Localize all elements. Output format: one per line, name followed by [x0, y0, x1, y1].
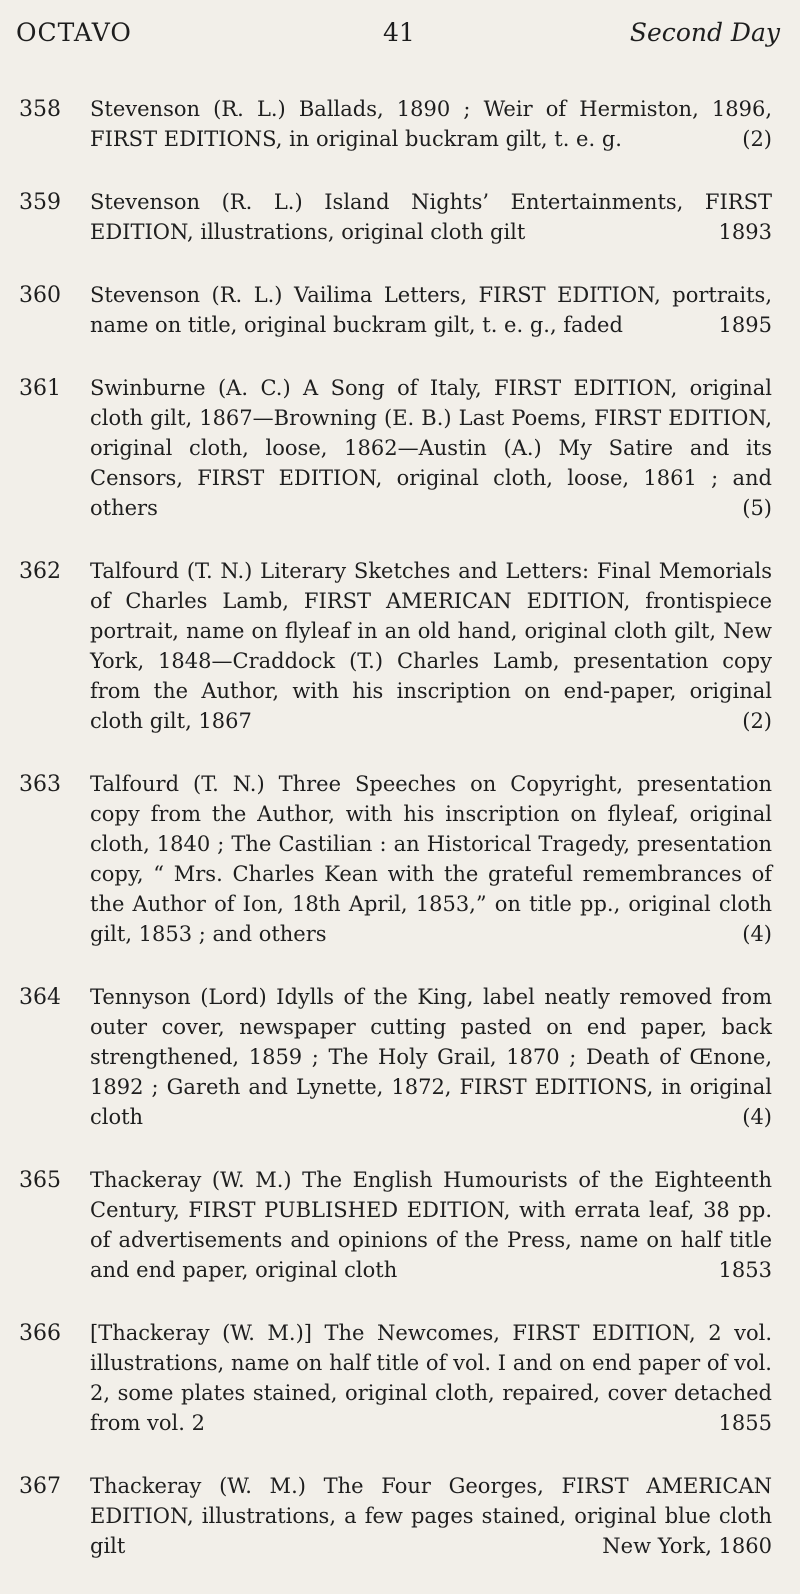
- lot-description: Stevenson (R. L.) Vailima Letters, FIRST EDITION, portraits, name on title, original buckram gilt, t. e. g., faded 1895: [90, 280, 772, 340]
- lot-quantity: (4): [742, 922, 772, 946]
- lot-description: Swinburne (A. C.) A Song of Italy, FIRST EDITION, original cloth gilt, 1867—Browning (E. B.) Last Poems, FIRST EDITION, original cloth, loose, 1862—Austin (A.) My Satire and its Censors, FIRST EDITION, original cloth, loose, 1861 ; and others (5): [90, 373, 772, 523]
- lot-number: 364: [19, 985, 61, 1010]
- lot-entry: [0, 1318, 800, 1438]
- lot-description: Stevenson (R. L.) Ballads, 1890 ; Weir of Hermiston, 1896, FIRST EDITIONS, in original buckram gilt, t. e. g. (2): [90, 94, 772, 154]
- lot-number: 359: [19, 190, 61, 215]
- page-number: 41: [383, 18, 415, 47]
- lot-description: Stevenson (R. L.) Island Nights’ Entertainments, FIRST EDITION, illustrations, original cloth gilt 1893: [90, 187, 772, 247]
- lot-entry: [0, 982, 800, 1132]
- lot-number: 358: [19, 97, 61, 122]
- lot-entry: [0, 769, 800, 949]
- lot-number: 362: [19, 559, 61, 584]
- lot-description: Talfourd (T. N.) Three Speeches on Copyright, presentation copy from the Author, with his inscription on flyleaf, original cloth, 1840 ; The Castilian : an Historical Tragedy, presentation copy, “ Mrs. Charles Kean with the grateful remembrances of the Author of Ion, 18th April, 1853,” on title pp., original cloth gilt, 1853 ; and others (4): [90, 769, 772, 949]
- lot-number: 360: [19, 283, 61, 308]
- page-header: [0, 12, 800, 52]
- lot-quantity: (2): [742, 127, 772, 151]
- header-section: OCTAVO: [16, 18, 132, 47]
- lot-entry: [0, 280, 800, 340]
- lot-number: 361: [19, 376, 61, 401]
- lot-description: Thackeray (W. M.) The Four Georges, FIRST AMERICAN EDITION, illustrations, a few pages stained, original blue cloth gilt New York, 1860: [90, 1471, 772, 1561]
- lot-quantity: (2): [742, 709, 772, 733]
- lot-number: 367: [19, 1474, 61, 1499]
- lot-entry: [0, 556, 800, 736]
- lot-entry: [0, 187, 800, 247]
- lot-quantity: New York, 1860: [602, 1534, 772, 1558]
- lot-quantity: (5): [742, 496, 772, 520]
- lot-quantity: (4): [742, 1105, 772, 1129]
- lot-entry: [0, 373, 800, 523]
- lot-list: [0, 94, 800, 1594]
- lot-description: [Thackeray (W. M.)] The Newcomes, FIRST EDITION, 2 vol. illustrations, name on half title of vol. I and on end paper of vol. 2, some plates stained, original cloth, repaired, cover detached from vol. 2 1855: [90, 1318, 772, 1438]
- lot-description: Talfourd (T. N.) Literary Sketches and Letters: Final Memorials of Charles Lamb, FIRST AMERICAN EDITION, frontispiece portrait, name on flyleaf in an old hand, original cloth gilt, New York, 1848—Craddock (T.) Charles Lamb, presentation copy from the Author, with his inscription on end-paper, original cloth gilt, 1867 (2): [90, 556, 772, 736]
- lot-description: Thackeray (W. M.) The English Humourists of the Eighteenth Century, FIRST PUBLISHED EDITION, with errata leaf, 38 pp. of advertisements and opinions of the Press, name on half title and end paper, original cloth 1853: [90, 1165, 772, 1285]
- lot-quantity: 1893: [718, 220, 772, 244]
- header-day: Second Day: [629, 18, 780, 47]
- lot-description: Tennyson (Lord) Idylls of the King, label neatly removed from outer cover, newspaper cutting pasted on end paper, back strengthened, 1859 ; The Holy Grail, 1870 ; Death of Œnone, 1892 ; Gareth and Lynette, 1872, FIRST EDITIONS, in original cloth (4): [90, 982, 772, 1132]
- lot-entry: [0, 1165, 800, 1285]
- lot-entry: [0, 1471, 800, 1561]
- lot-number: 363: [19, 772, 61, 797]
- lot-quantity: 1855: [718, 1411, 772, 1435]
- lot-quantity: 1895: [718, 313, 772, 337]
- lot-entry: [0, 94, 800, 154]
- lot-number: 366: [19, 1321, 61, 1346]
- lot-quantity: 1853: [718, 1258, 772, 1282]
- lot-number: 365: [19, 1168, 61, 1193]
